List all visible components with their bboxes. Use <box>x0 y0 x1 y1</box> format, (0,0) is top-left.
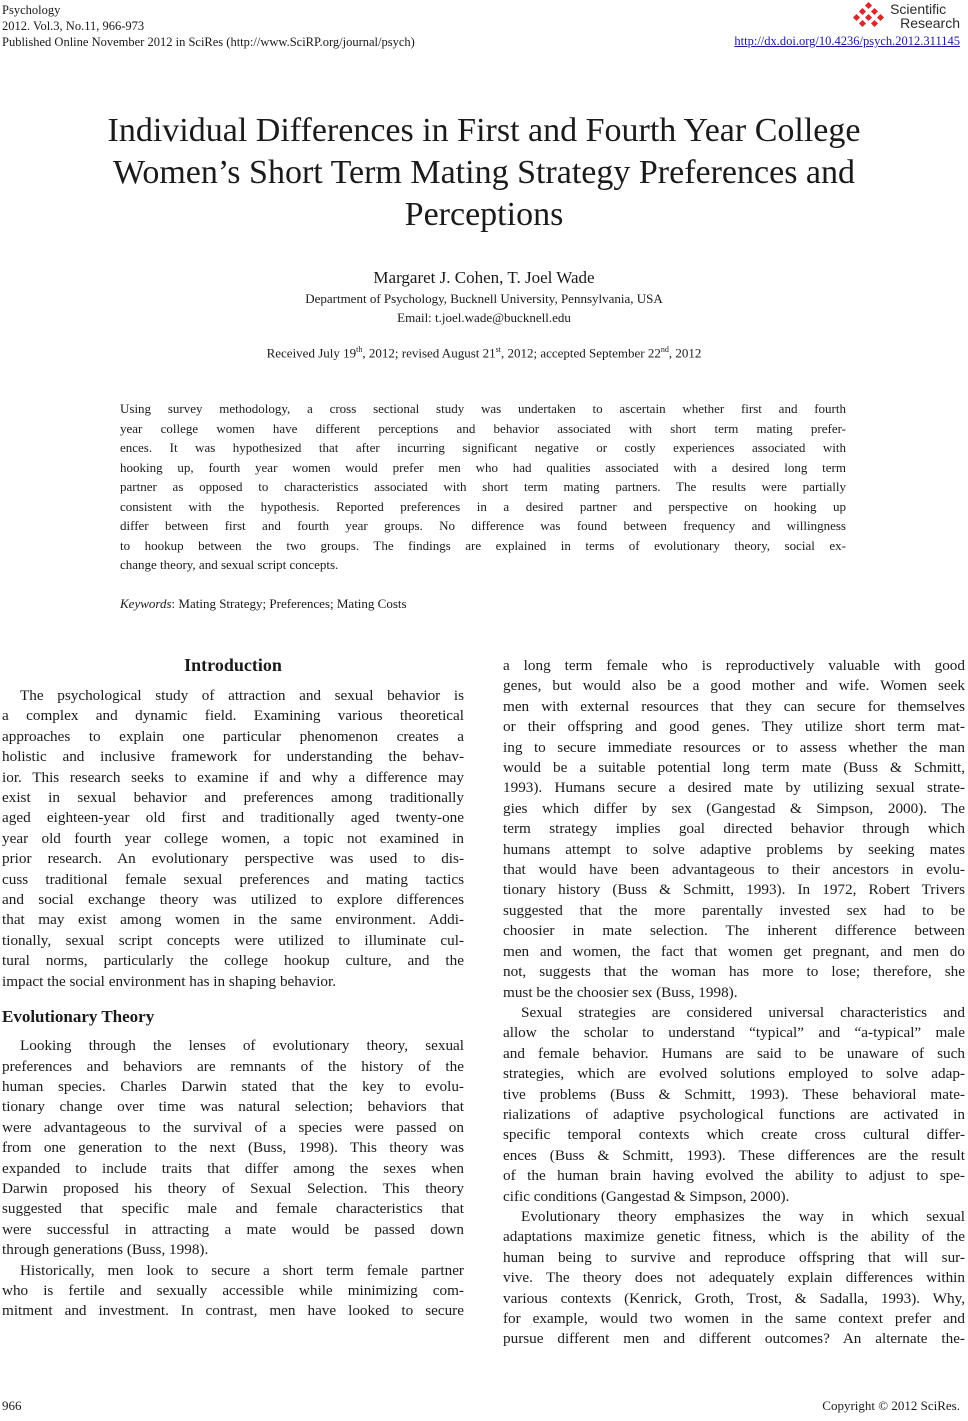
body-line: ences (Buss & Schmitt, 1993). These differences are the result <box>503 1146 965 1164</box>
body-line: allow the scholar to understand “typical” and “a-typical” male <box>503 1024 965 1042</box>
body-line: strategies, which are evolved solutions employed to solve adap- <box>503 1065 965 1083</box>
body-line: tionary change over time was natural selection; behaviors that <box>2 1098 464 1116</box>
body-line: a long term female who is reproductively valuable with good <box>503 657 965 674</box>
abstract-line: ences. It was hypothesized that after incurring significant negative or costly experiences associated with <box>120 440 846 455</box>
body-line: tural norms, particularly the college hookup culture, and the <box>2 952 464 970</box>
affiliation: Department of Psychology, Bucknell University, Pennsylvania, USA <box>305 291 663 306</box>
body-line: choosier in mate selection. The inherent difference between <box>503 922 965 940</box>
abstract-line: to hookup between the two groups. The findings are explained in terms of evolutionary theory, social ex- <box>120 537 846 553</box>
body-line: men with external resources that they can secure for themselves <box>503 697 965 715</box>
body-line: from one generation to the next (Buss, 1998). This theory was <box>2 1139 464 1157</box>
journal-name: Psychology <box>2 3 61 17</box>
authors: Margaret J. Cohen, T. Joel Wade <box>373 268 595 287</box>
body-line: ing to secure immediate resources or to assess whether the man <box>503 738 965 756</box>
body-line: approaches to explain one particular phenomenon creates a <box>2 727 464 745</box>
volume-info: 2012. Vol.3, No.11, 966-973 <box>2 19 145 33</box>
body-line: Evolutionary theory emphasizes the way in which sexual <box>521 1207 965 1225</box>
body-line: year old fourth year college women, a topic not examined in <box>2 829 464 847</box>
body-line: holistic and inclusive framework for understanding the behav- <box>2 748 464 766</box>
body-line: tive problems (Buss & Schmitt, 1993). These behavioral mate- <box>503 1085 965 1103</box>
abstract-line: year college women have different perceptions and behavior associated with short term mating prefer- <box>120 420 846 436</box>
body-line: impact the social environment has in shaping behavior. <box>2 972 337 990</box>
received-dates: Received July 19th, 2012; revised August 21st, 2012; accepted September 22nd, 2012 <box>266 345 702 361</box>
abstract-line: partner as opposed to characteristics associated with short term mating partners. The results were partially <box>120 479 846 494</box>
body-line: that may exist among women in the same environment. Addi- <box>2 911 464 929</box>
body-line: not, suggests that the woman has more to lose; therefore, she <box>503 963 965 981</box>
right-column <box>503 656 965 1350</box>
body-line: rializations of adaptive psychological functions are activated in <box>503 1105 965 1123</box>
body-line: Historically, men look to secure a short term female partner <box>20 1261 464 1279</box>
doi-link[interactable]: http://dx.doi.org/10.4236/psych.2012.311145 <box>734 34 960 48</box>
section-heading-introduction: Introduction <box>184 655 282 675</box>
body-line: and social exchange theory was utilized to explore differences <box>2 891 464 909</box>
title-line: Women’s Short Term Mating Strategy Preferences and <box>112 154 856 191</box>
body-line: Darwin proposed his theory of Sexual Selection. This theory <box>2 1179 464 1197</box>
abstract-line: hooking up, fourth year women would prefer men who had qualities associated with a desired long term <box>120 459 846 475</box>
body-line: men and women, the fact that women get pregnant, and men do <box>503 942 965 960</box>
body-line: gies which differ by sex (Gangestad & Simpson, 2000). The <box>503 799 965 817</box>
keywords <box>120 596 407 612</box>
publication-info: Published Online November 2012 in SciRes (http://www.SciRP.org/journal/psych) <box>2 35 415 49</box>
body-line: preferences and behaviors are remnants of the history of the <box>2 1057 464 1075</box>
body-line: suggested that specific male and female characteristics that <box>2 1200 464 1218</box>
body-line: adaptations maximize genetic fitness, which is the ability of the <box>503 1228 965 1246</box>
body-line: that would have been advantageous to their ancestors in evolu- <box>503 861 965 879</box>
body-line: vive. The theory does not adequately explain differences within <box>503 1269 965 1287</box>
body-line: genes, but would also be a good mother and wife. Women seek <box>503 677 965 695</box>
body-line: a complex and dynamic field. Examining various theoretical <box>2 707 464 725</box>
running-header <box>2 2 415 50</box>
body-line: for example, would two women in the same context prefer and <box>503 1310 965 1327</box>
title-line: Perceptions <box>404 196 564 233</box>
body-line: expanded to include traits that differ among the sexes when <box>2 1159 464 1177</box>
left-column <box>2 652 464 1322</box>
body-line: prior research. An evolutionary perspective was used to dis- <box>2 850 464 868</box>
body-line: who is fertile and sexually accessible while minimizing com- <box>2 1281 464 1299</box>
page-number: 966 <box>2 1398 22 1413</box>
body-line: Looking through the lenses of evolutionary theory, sexual <box>20 1037 464 1055</box>
body-line: aged eighteen-year old first and traditionally aged twenty-one <box>2 809 464 827</box>
body-line: human species. Charles Darwin stated that the key to evolu- <box>2 1077 464 1095</box>
body-line: various contexts (Kenrick, Groth, Trost, & Sadalla, 1993). Why, <box>503 1289 965 1307</box>
body-line: must be the choosier sex (Buss, 1998). <box>503 983 738 1001</box>
keywords-label: Keywords <box>120 596 172 611</box>
body-line: term strategy implies goal directed behavior through which <box>503 820 965 838</box>
body-line: would be a suitable potential long term mate (Buss & Schmitt, <box>503 759 965 777</box>
scientific-research-logo-icon <box>852 2 886 32</box>
body-line: humans attempt to solve adaptive problems by seeking mates <box>503 840 965 858</box>
abstract-line: change theory, and sexual script concepts. <box>120 557 339 572</box>
paper-title <box>40 110 928 236</box>
body-line: tionally, sexual script concepts were utilized to illuminate cul- <box>2 931 464 949</box>
logo-line-1: Scientific <box>890 1 947 17</box>
abstract <box>120 399 846 575</box>
abstract-line: differ between first and fourth year groups. No difference was found between frequency and willingness <box>120 518 846 533</box>
body-line: exist in sexual behavior and preferences among traditionally <box>2 789 464 807</box>
body-line: or their offspring and good genes. They utilize short term mat- <box>503 718 965 736</box>
logo-line-2: Research <box>900 15 960 31</box>
body-line: were successful in attracting a mate would be passed down <box>2 1220 464 1238</box>
body-line: The psychological study of attraction and sexual behavior is <box>20 687 464 704</box>
keywords-list: : Mating Strategy; Preferences; Mating Costs <box>171 596 407 611</box>
body-line: ior. This research seeks to examine if and why a difference may <box>2 768 464 786</box>
author-email: Email: t.joel.wade@bucknell.edu <box>397 310 571 325</box>
body-line: pursue different men and different outcomes? An alternate the- <box>503 1330 965 1348</box>
body-line: cific conditions (Gangestad & Simpson, 2000). <box>503 1187 790 1205</box>
publisher-logo <box>734 2 960 32</box>
section-heading-evolutionary-theory: Evolutionary Theory <box>2 1007 155 1027</box>
copyright: Copyright © 2012 SciRes. <box>822 1398 960 1413</box>
abstract-line: consistent with the hypothesis. Reported preferences in a desired partner and perspective on hooking up <box>120 498 846 514</box>
body-line: suggested that the more parentally invested sex had to be <box>503 901 965 919</box>
body-line: Sexual strategies are considered universal characteristics and <box>521 1003 965 1021</box>
logo-wordmark <box>890 2 960 30</box>
body-line: and female behavior. Humans are said to be unaware of such <box>503 1044 965 1062</box>
body-line: tionary history (Buss & Schmitt, 1993). In 1972, Robert Trivers <box>503 881 965 899</box>
body-line: of the human brain having evolved the ability to adjust to spe- <box>503 1167 965 1185</box>
body-line: 1993). Humans secure a desired mate by utilizing sexual strate- <box>503 779 965 797</box>
abstract-line: Using survey methodology, a cross sectional study was undertaken to ascertain whether first and fourth <box>120 401 846 416</box>
title-line: Individual Differences in First and Fourth Year College <box>107 112 861 149</box>
body-line: were advantageous to the survival of a species were passed on <box>2 1118 464 1136</box>
body-line: through generations (Buss, 1998). <box>2 1241 209 1259</box>
body-line: mitment and investment. In contrast, men have looked to secure <box>2 1302 464 1320</box>
body-line: cuss traditional female sexual preferences and mating tactics <box>2 870 464 888</box>
body-line: specific temporal contexts which create cross cultural differ- <box>503 1126 965 1144</box>
header-right <box>734 2 960 49</box>
body-line: human being to survive and reproduce offspring that will sur- <box>503 1248 965 1266</box>
